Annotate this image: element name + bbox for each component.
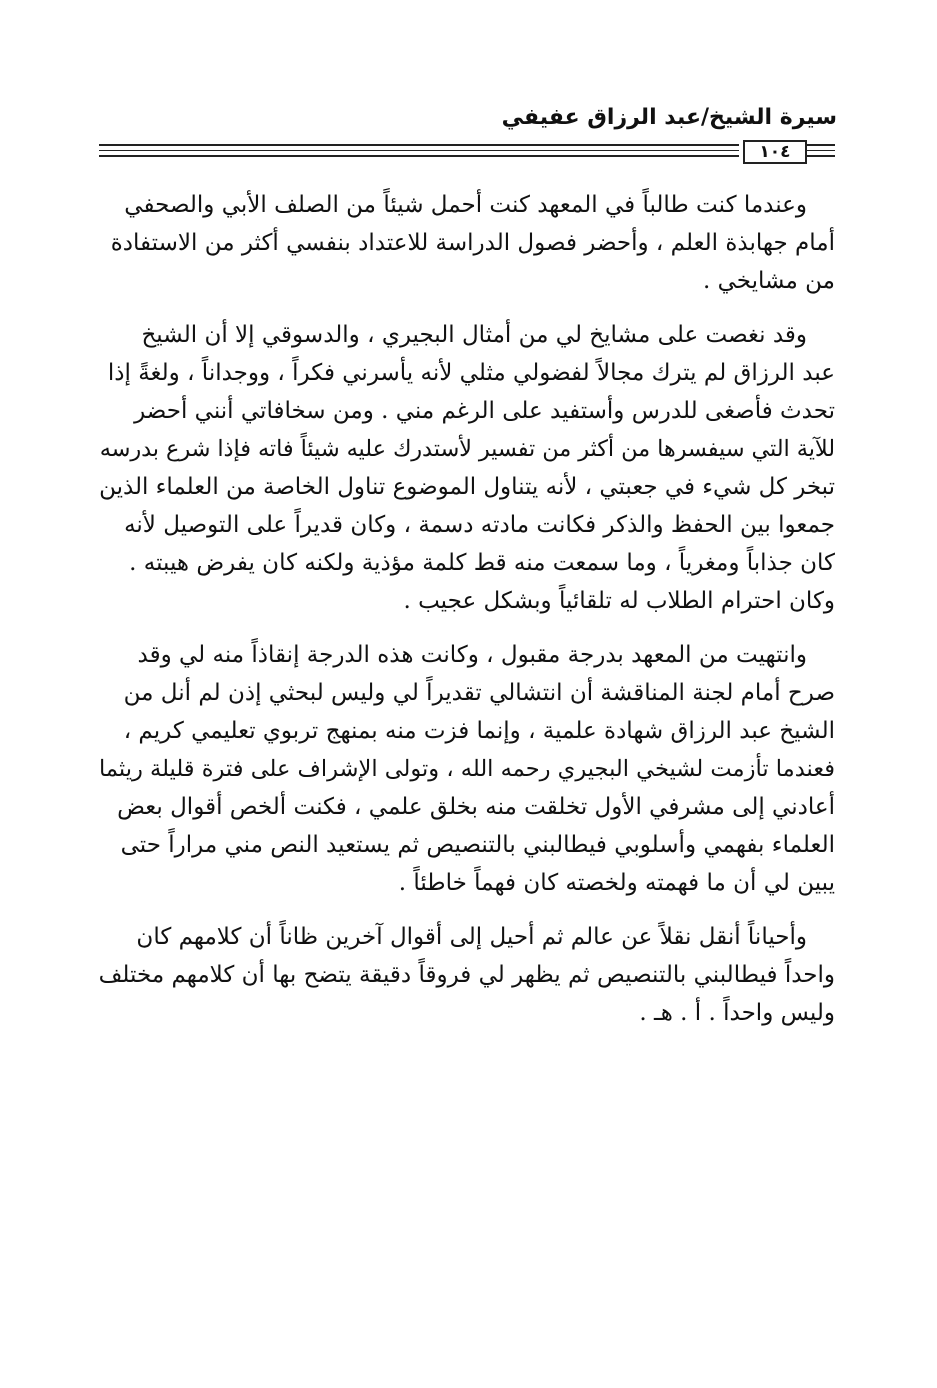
body-text bbox=[99, 186, 835, 1048]
header-rule bbox=[99, 140, 835, 162]
text-line: صرح أمام لجنة المناقشة أن انتشالي تقديراً لي وليس لبحثي إذن لم أنل من bbox=[123, 680, 835, 706]
text-line: العلماء بفهمي وأسلوبي فيطالبني بالتنصيص ثم يستعيد النص مني مراراً حتى bbox=[120, 832, 835, 858]
header-rule-line bbox=[99, 144, 739, 146]
header-rule-line bbox=[807, 144, 835, 146]
text-line: عبد الرزاق لم يترك مجالاً لفضولي مثلي لأنه يأسرني فكراً ، ووجداناً ، ولغةً إذا bbox=[107, 360, 835, 386]
header-rule-line bbox=[99, 155, 739, 157]
text-line: وليس واحداً . أ . هـ . bbox=[639, 1000, 835, 1026]
paragraph-2 bbox=[99, 316, 835, 620]
text-line: وعندما كنت طالباً في المعهد كنت أحمل شيئاً من الصلف الأبي والصحفي bbox=[124, 192, 807, 218]
text-line: تبخر كل شيء في جعبتي ، لأنه يتناول الموضوع تناول الخاصة من العلماء الذين bbox=[99, 474, 835, 500]
text-line: من مشايخي . bbox=[702, 268, 835, 294]
text-line: وكان احترام الطلاب له تلقائياً وبشكل عجيب . bbox=[403, 588, 835, 614]
paragraph-3 bbox=[99, 636, 835, 902]
text-line: يبين لي أن ما فهمته ولخصته كان فهماً خاطئاً . bbox=[398, 870, 835, 896]
header-rule-line bbox=[807, 150, 835, 151]
text-line: واحداً فيطالبني بالتنصيص ثم يظهر لي فروقاً دقيقة يتضح بها أن كلامهم مختلف bbox=[98, 962, 835, 988]
text-line: تحدث فأصغى للدرس وأستفيد على الرغم مني . ومن سخافاتي أنني أحضر bbox=[134, 398, 835, 424]
page-number: ١٠٤ bbox=[743, 140, 807, 164]
running-title: سيرة الشيخ/عبد الرزاق عفيفي bbox=[501, 105, 837, 130]
paragraph-4 bbox=[99, 918, 835, 1032]
text-line: كان جذاباً ومغرياً ، وما سمعت منه قط كلمة مؤذية ولكنه كان يفرض هيبته . bbox=[129, 550, 835, 576]
text-line: أعادني إلى مشرفي الأول تخلقت منه بخلق علمي ، فكنت ألخص أقوال بعض bbox=[117, 794, 835, 820]
text-line: جمعوا بين الحفظ والذكر فكانت مادته دسمة ، وكان قديراً على التوصيل لأنه bbox=[124, 512, 835, 538]
text-line: الشيخ عبد الرزاق شهادة علمية ، وإنما فزت منه بمنهج تربوي تعليمي كريم ، bbox=[123, 718, 835, 744]
text-line: وانتهيت من المعهد بدرجة مقبول ، وكانت هذه الدرجة إنقاذاً منه لي وقد bbox=[137, 642, 807, 668]
paragraph-1 bbox=[99, 186, 835, 300]
text-line: أمام جهابذة العلم ، وأحضر فصول الدراسة للاعتداد بنفسي أكثر من الاستفادة bbox=[110, 230, 835, 256]
text-line: للآية التي سيفسرها من أكثر من تفسير لأستدرك عليه شيئاً فاته فإذا شرع بدرسه bbox=[99, 436, 835, 462]
header-rule-line bbox=[807, 155, 835, 157]
text-line: وقد نغصت على مشايخ لي من أمثال البجيري ، والدسوقي إلا أن الشيخ bbox=[141, 322, 807, 348]
text-line: فعندما تأزمت لشيخي البجيري رحمه الله ، وتولى الإشراف على فترة قليلة ريثما bbox=[99, 756, 835, 782]
header-rule-line bbox=[99, 150, 739, 151]
text-line: وأحياناً أنقل نقلاً عن عالم ثم أحيل إلى أقوال آخرين ظاناً أن كلامهم كان bbox=[136, 924, 807, 950]
